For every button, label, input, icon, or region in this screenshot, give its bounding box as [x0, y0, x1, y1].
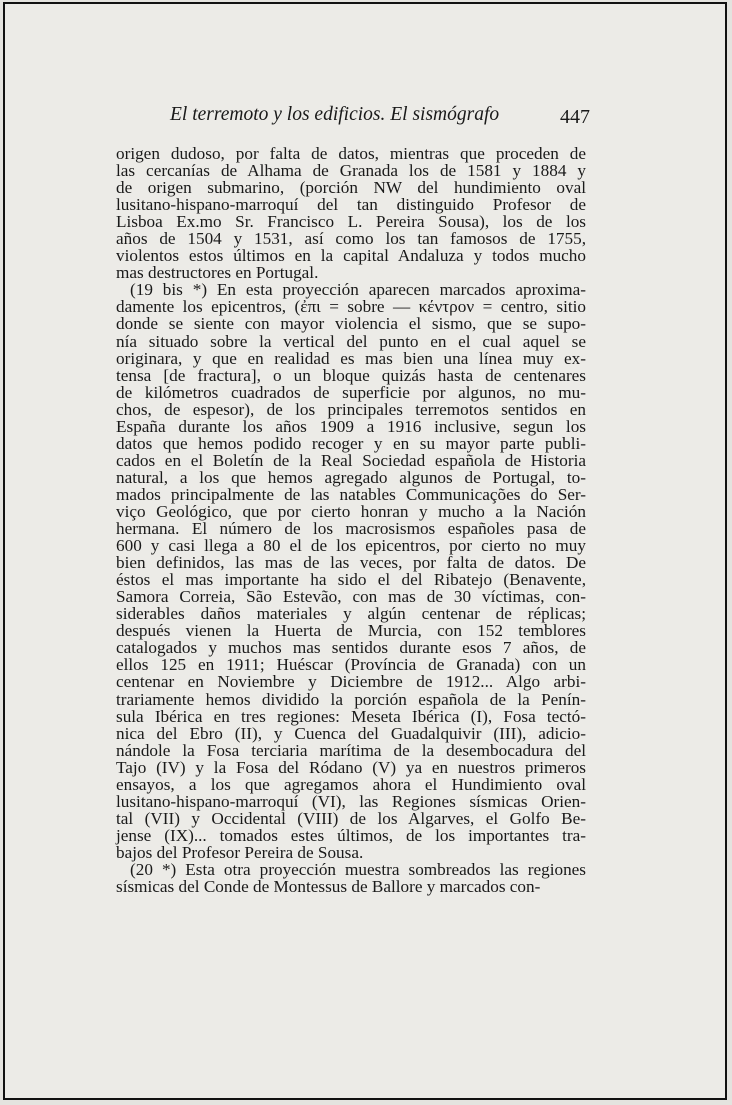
- text-line: Lisboa Ex.mo Sr. Francisco L. Pereira Sousa), los de los: [116, 212, 586, 232]
- paragraph-3: [116, 861, 586, 895]
- text-line: éstos el mas importante ha sido el del Ribatejo (Benavente,: [116, 570, 586, 590]
- text-line: centenar en Noviembre y Diciembre de 1912... Algo arbi-: [116, 672, 586, 692]
- paragraph-1: [116, 145, 586, 281]
- text-line: cados en el Boletín de la Real Sociedad española de Historia: [116, 450, 586, 470]
- text-line: originara, y que en realidad es mas bien una línea muy ex-: [116, 348, 586, 368]
- text-line: ellos 125 en 1911; Huéscar (Província de Granada) con un: [116, 655, 586, 675]
- text-line: tal (VII) y Occidental (VIII) de los Algarves, el Golfo Be-: [116, 808, 586, 828]
- text-line: 600 y casi llega a 80 el de los epicentros, por cierto no muy: [116, 536, 586, 556]
- text-line: hermana. El número de los macrosismos españoles pasa de: [116, 519, 586, 539]
- text-line: natural, a los que hemos agregado algunos de Portugal, to-: [116, 467, 586, 487]
- text-line: siderables daños materiales y algún centenar de réplicas;: [116, 604, 586, 624]
- text-line: sísmicas del Conde de Montessus de Ballore y marcados con-: [116, 877, 541, 897]
- body-text: [116, 145, 586, 895]
- text-line: damente los epicentros, (ἐπι = sobre — κέντρον = centro, sitio: [116, 297, 586, 317]
- text-line: lusitano-hispano-marroquí (VI), las Regiones sísmicas Orien-: [116, 791, 586, 811]
- text-line: España durante los años 1909 a 1916 inclusive, segun los: [116, 416, 586, 436]
- paragraph-2: [116, 281, 586, 861]
- text-line: de origen submarino, (porción NW del hundimiento oval: [116, 178, 586, 198]
- text-line: mas destructores en Portugal.: [116, 263, 319, 283]
- text-line: origen dudoso, por falta de datos, mientras que proceden de: [116, 144, 586, 163]
- text-line: bien definidos, las mas de las veces, por falta de datos. De: [116, 553, 586, 573]
- text-line: después vienen la Huerta de Murcia, con 152 temblores: [116, 621, 586, 641]
- text-line: nía situado sobre la vertical del punto en el cual aquel se: [116, 331, 586, 351]
- text-line: de kilómetros cuadrados de superficie por algunos, no mu-: [116, 382, 586, 402]
- text-line: lusitano-hispano-marroquí del tan distinguido Profesor de: [116, 195, 586, 215]
- text-line: violentos estos últimos en la capital Andaluza y todos mucho: [116, 246, 586, 266]
- text-line: jense (IX)... tomados estes últimos, de los importantes tra-: [116, 825, 586, 845]
- text-line: años de 1504 y 1531, así como los tan famosos de 1755,: [116, 229, 586, 249]
- text-line: mados principalmente de las natables Communicações do Ser-: [116, 484, 586, 504]
- text-line: Tajo (IV) y la Fosa del Ródano (V) ya en nuestros primeros: [116, 757, 586, 777]
- text-line: trariamente hemos dividido la porción española de la Penín-: [116, 689, 586, 709]
- text-line: sula Ibérica en tres regiones: Meseta Ibérica (I), Fosa tectó-: [116, 706, 586, 726]
- text-line: datos que hemos podido recoger y en su mayor parte publi-: [116, 433, 586, 453]
- text-line: (19 bis *) En esta proyección aparecen marcados aproxima-: [130, 280, 586, 300]
- text-line: nica del Ebro (II), y Cuenca del Guadalquivir (III), adicio-: [116, 723, 586, 743]
- text-line: (20 *) Esta otra proyección muestra sombreados las regiones: [130, 859, 586, 879]
- page-header: [170, 104, 590, 134]
- text-line: catalogados y muchos mas sentidos durante esos 7 años, de: [116, 638, 586, 658]
- page-number: 447: [560, 106, 590, 128]
- text-line: nándole la Fosa terciaria marítima de la desembocadura del: [116, 740, 586, 760]
- text-line: Samora Correia, São Estevão, con mas de 30 víctimas, con-: [116, 587, 586, 607]
- text-line: bajos del Profesor Pereira de Sousa.: [116, 842, 364, 862]
- text-line: chos, de espesor), de los principales terremotos sentidos en: [116, 399, 586, 419]
- text-line: tensa [de fractura], o un bloque quizás hasta de centenares: [116, 365, 586, 385]
- text-line: viço Geológico, que por cierto honran y mucho a la Nación: [116, 501, 586, 521]
- running-title: El terremoto y los edificios. El sismógrafo: [170, 104, 500, 125]
- text-line: las cercanías de Alhama de Granada los de 1581 y 1884 y: [116, 161, 586, 181]
- text-line: donde se siente con mayor violencia el sismo, que se supo-: [116, 314, 586, 334]
- text-line: ensayos, a los que agregamos ahora el Hundimiento oval: [116, 774, 586, 794]
